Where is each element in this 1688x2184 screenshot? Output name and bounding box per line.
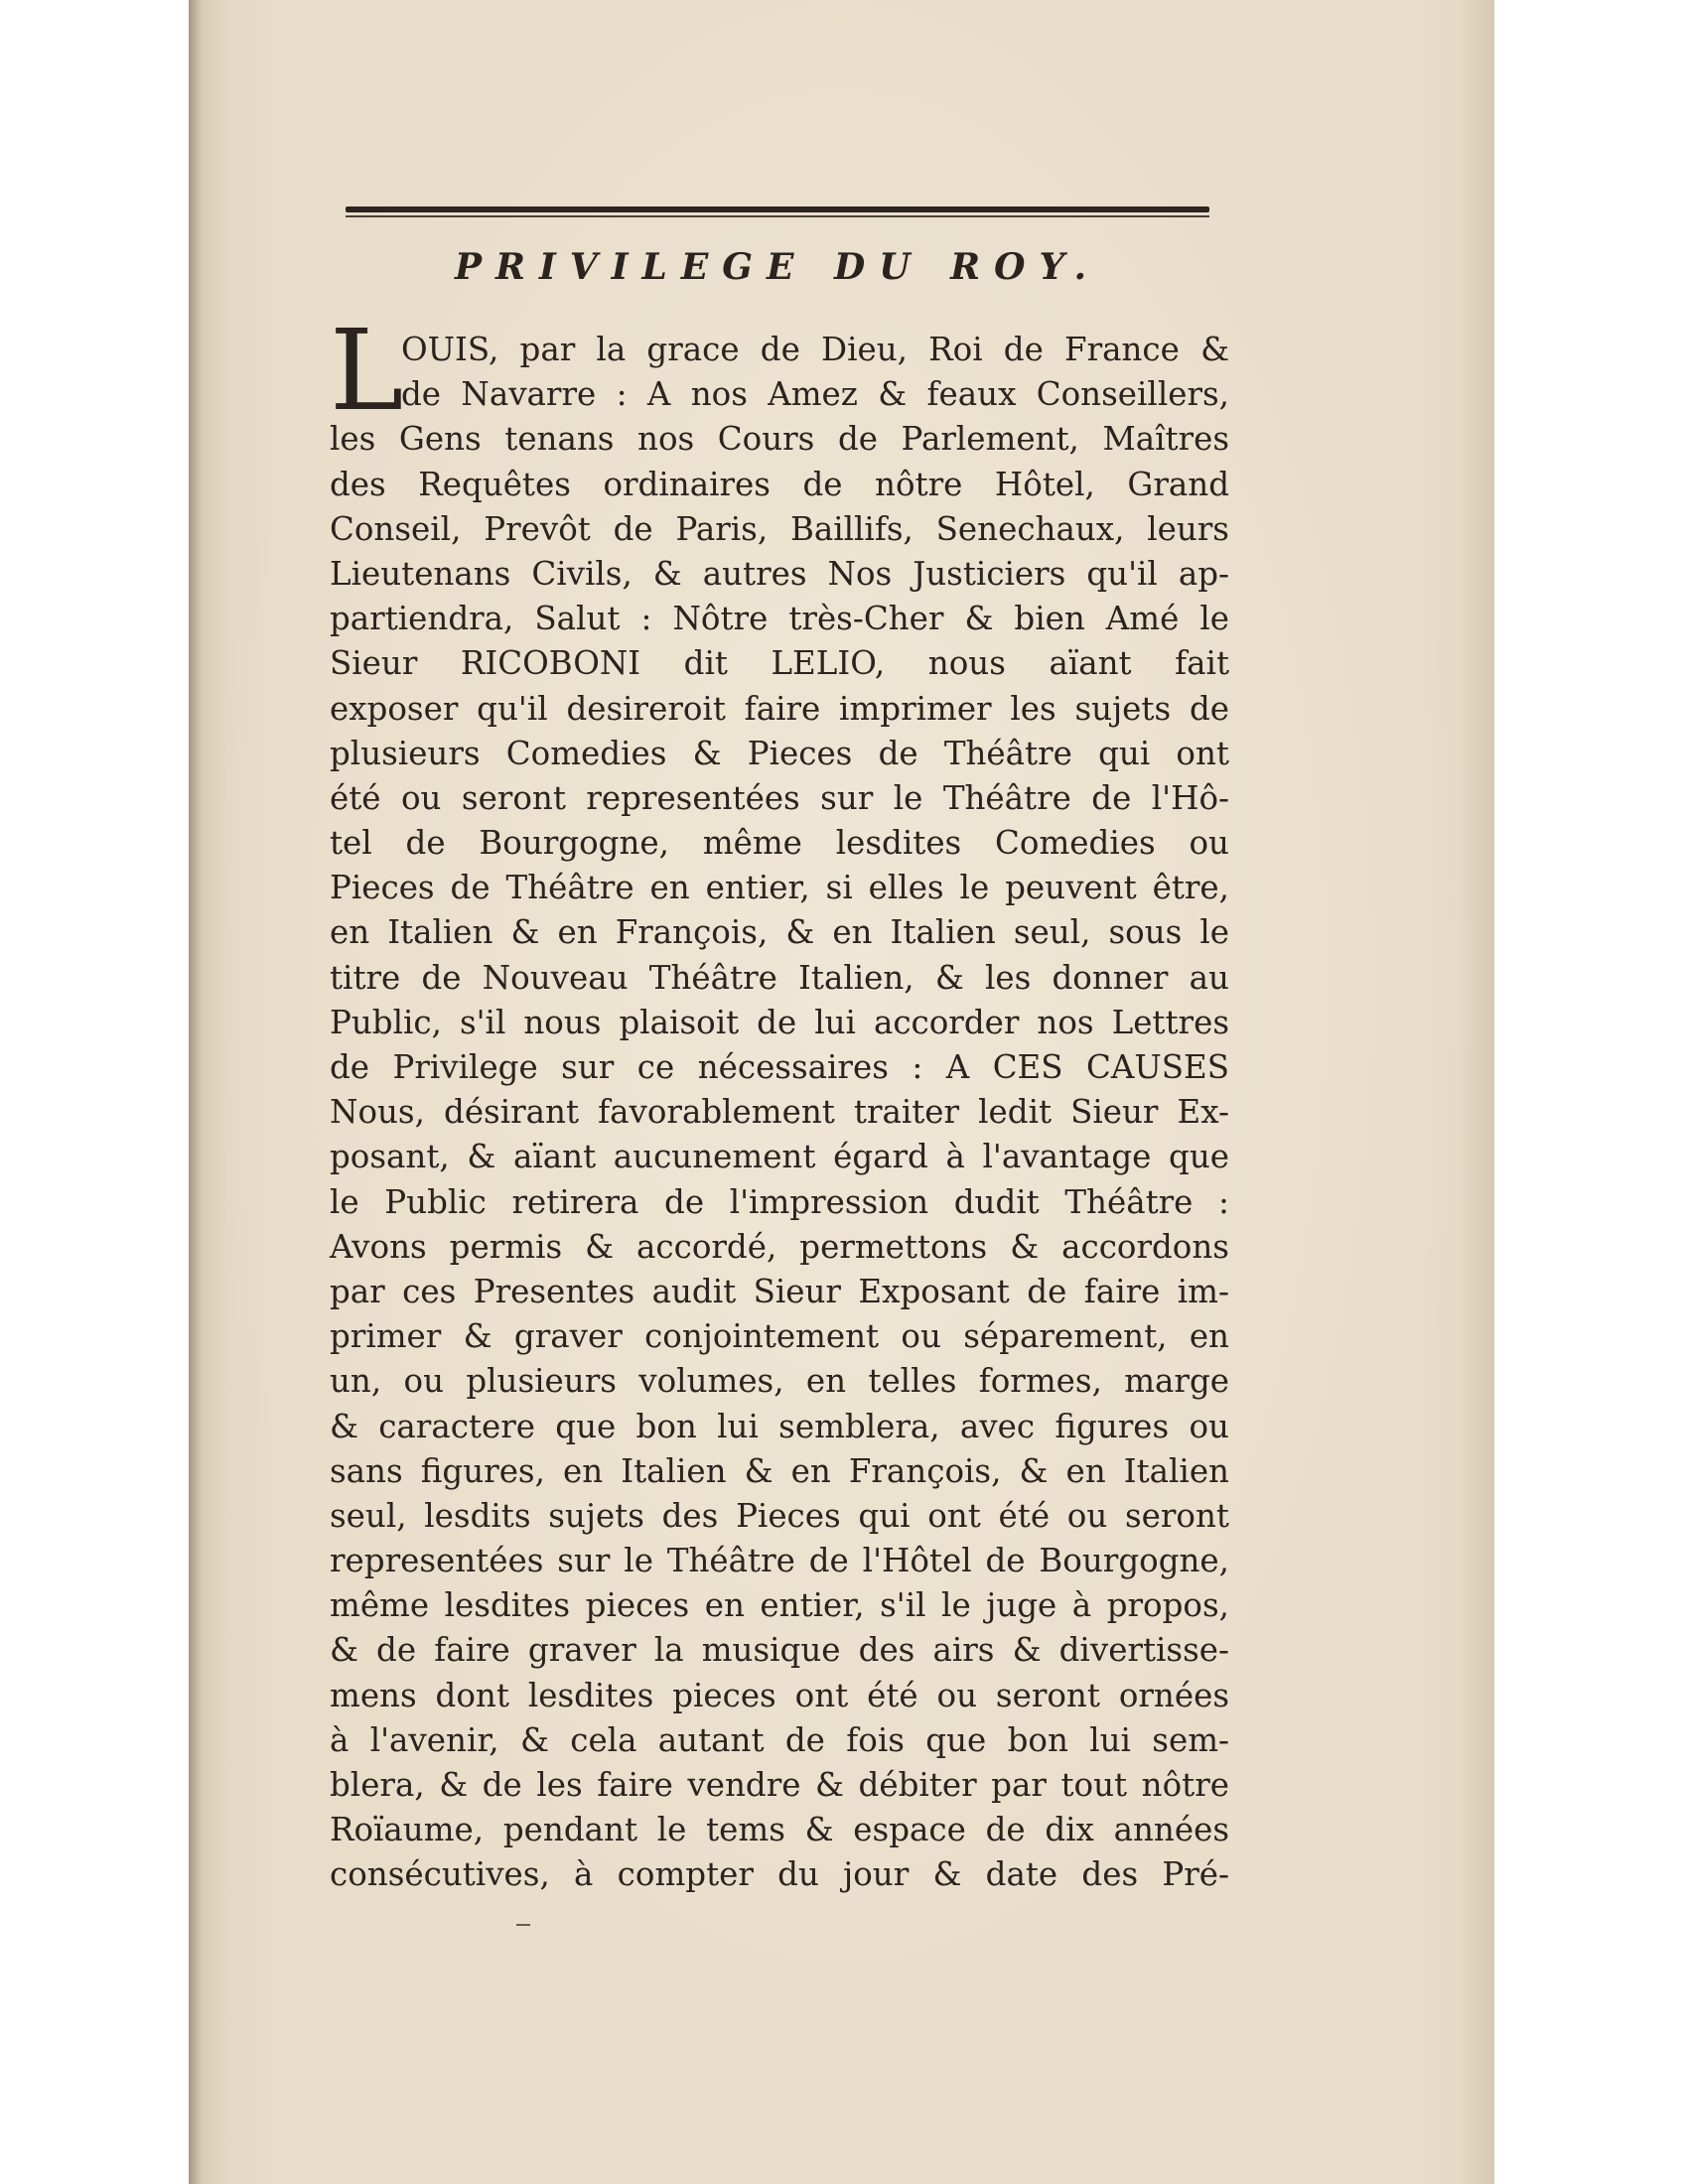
text-line: & de faire graver la musique des airs & divertisse- — [330, 1631, 1229, 1670]
text-line: en Italien & en François, & en Italien seul, sous le — [330, 913, 1229, 952]
text-line: le Public retirera de l'impression dudit Théâtre : — [330, 1182, 1229, 1221]
text-line: Avons permis & accordé, permettons & accordons — [330, 1227, 1229, 1266]
text-line: été ou seront representées sur le Théâtre de l'Hô- — [330, 778, 1229, 817]
text-line: de Privilege sur ce nécessaires : A CES CAUSES — [330, 1048, 1229, 1086]
page-title: PRIVILEGE DU ROY. — [454, 246, 1101, 288]
text-line: même lesdites pieces en entier, s'il le juge à propos, — [330, 1586, 1229, 1625]
bottom-ink-mark — [516, 1924, 530, 1926]
text-line: Roïaume, pendant le tems & espace de dix années — [330, 1811, 1229, 1849]
text-line: exposer qu'il desireroit faire imprimer les sujets de — [330, 689, 1229, 728]
text-line: titre de Nouveau Théâtre Italien, & les donner au — [330, 958, 1229, 997]
text-line: representées sur le Théâtre de l'Hôtel de Bourgogne, — [330, 1542, 1229, 1580]
text-line: de Navarre : A nos Amez & feaux Conseillers, — [401, 375, 1229, 414]
text-line: à l'avenir, & cela autant de fois que bon lui sem- — [330, 1720, 1229, 1759]
text-line: des Requêtes ordinaires de nôtre Hôtel, Grand — [330, 465, 1229, 503]
header-rule-thin — [346, 215, 1209, 217]
text-line: les Gens tenans nos Cours de Parlement, Maîtres — [330, 420, 1229, 459]
text-line: posant, & aïant aucunement égard à l'avantage que — [330, 1138, 1229, 1176]
text-line: Lieutenans Civils, & autres Nos Justiciers qu'il ap- — [330, 554, 1229, 593]
text-line: OUIS, par la grace de Dieu, Roi de France & — [401, 331, 1229, 368]
text-line: blera, & de les faire vendre & débiter par tout nôtre — [330, 1766, 1229, 1804]
text-line: mens dont lesdites pieces ont été ou seront ornées — [330, 1676, 1229, 1714]
text-line: & caractere que bon lui semblera, avec figures ou — [330, 1407, 1229, 1445]
text-line: Public, s'il nous plaisoit de lui accorder nos Lettres — [330, 1003, 1229, 1041]
text-line: partiendra, Salut : Nôtre très-Cher & bien Amé le — [330, 600, 1229, 638]
drop-cap: L — [330, 307, 404, 436]
text-line: seul, lesdits sujets des Pieces qui ont été ou seront — [330, 1496, 1229, 1535]
page-gutter-shadow — [189, 0, 203, 2184]
text-line: tel de Bourgogne, même lesdites Comedies ou — [330, 824, 1229, 863]
header-rule — [346, 206, 1209, 212]
text-line: consécutives, à compter du jour & date des Pré- — [330, 1855, 1229, 1894]
body-text — [330, 328, 1229, 1898]
text-line: plusieurs Comedies & Pieces de Théâtre qui ont — [330, 734, 1229, 772]
text-line: primer & graver conjointement ou séparement, en — [330, 1317, 1229, 1356]
text-line: Sieur RICOBONI dit LELIO, nous aïant fait — [330, 644, 1229, 683]
text-line: Conseil, Prevôt de Paris, Baillifs, Senechaux, leurs — [330, 509, 1229, 548]
text-line: Pieces de Théâtre en entier, si elles le peuvent être, — [330, 869, 1229, 907]
text-line: sans figures, en Italien & en François, & en Italien — [330, 1451, 1229, 1490]
text-line: par ces Presentes audit Sieur Exposant de faire im- — [330, 1272, 1229, 1310]
text-line: Nous, désirant favorablement traiter ledit Sieur Ex- — [330, 1093, 1229, 1132]
text-line: un, ou plusieurs volumes, en telles formes, marge — [330, 1362, 1229, 1401]
